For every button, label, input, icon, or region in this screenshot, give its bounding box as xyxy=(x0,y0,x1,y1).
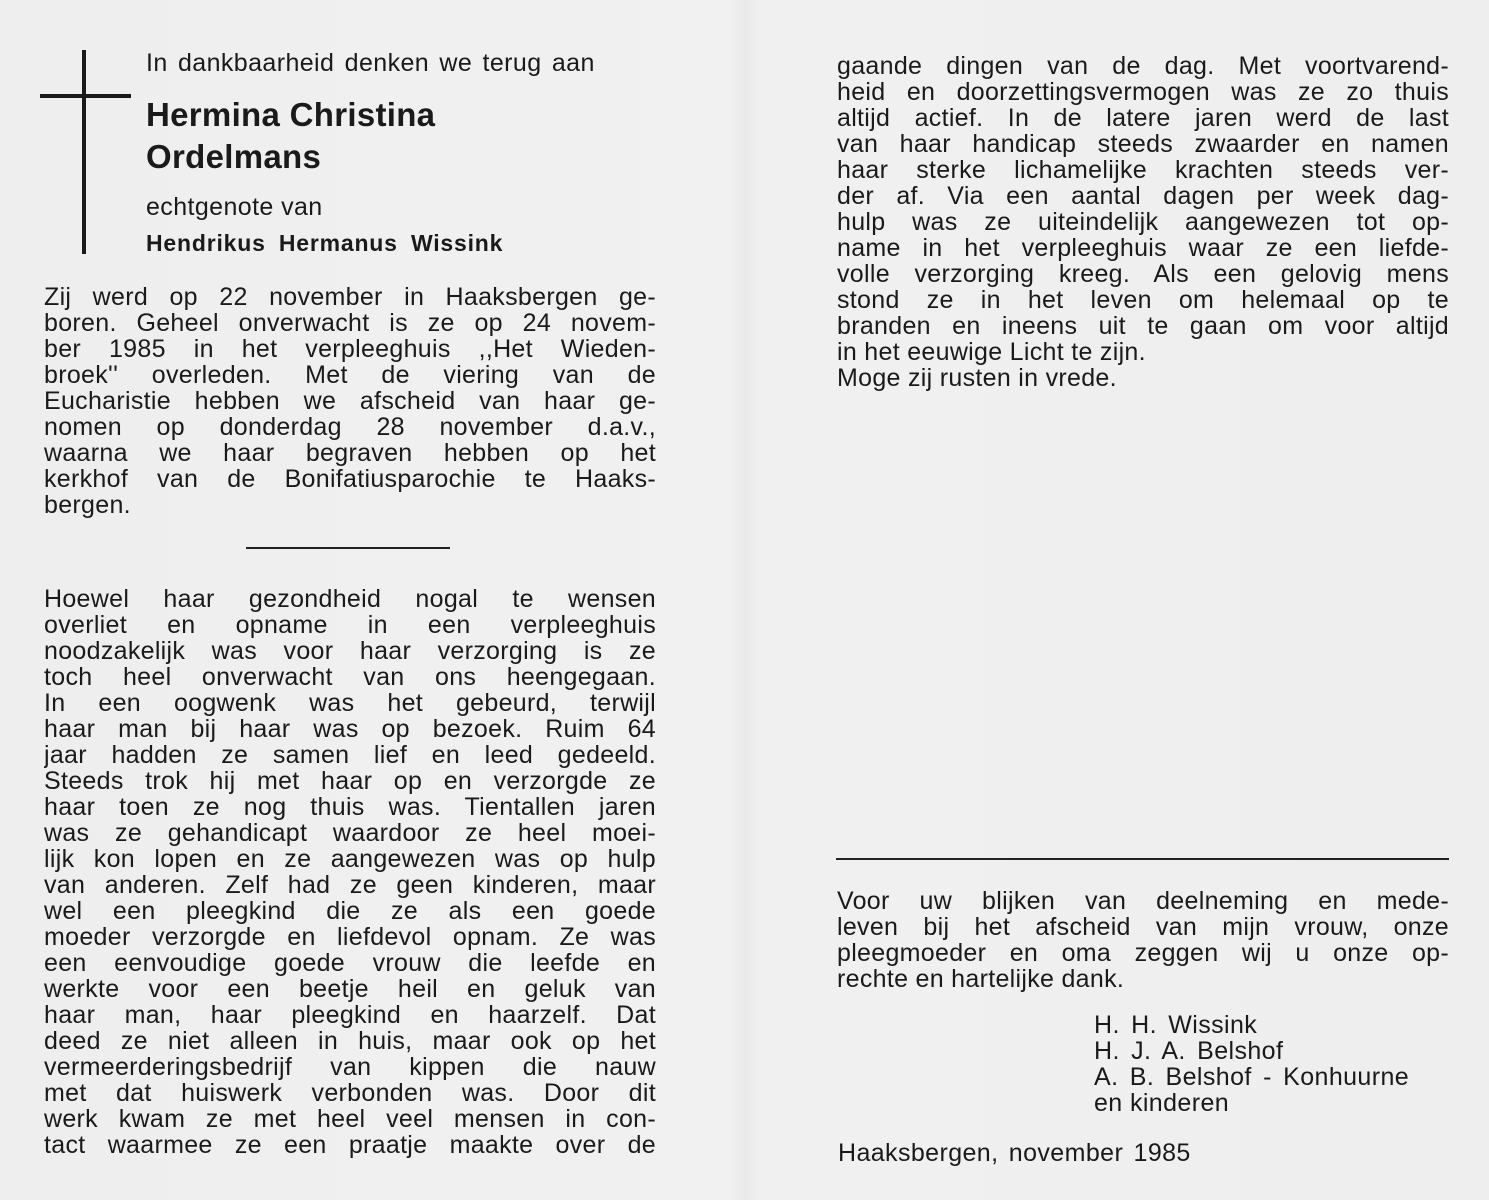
text-line: kerkhof van de Bonifatiusparochie te Haaks- xyxy=(44,466,656,492)
section-divider xyxy=(246,547,450,549)
text-line: van haar handicap steeds zwaarder en namen xyxy=(837,131,1449,157)
text-line: leven bij het afscheid van mijn vrouw, onze xyxy=(837,914,1449,940)
text-line: toch heel onverwacht van ons heengegaan. xyxy=(44,664,656,690)
text-line: der af. Via een aantal dagen per week dag- xyxy=(837,183,1449,209)
text-line: ber 1985 in het verpleeghuis ,,Het Wieden- xyxy=(44,336,656,362)
text-line: stond ze in het leven om helemaal op te xyxy=(837,287,1449,313)
text-line: haar man, haar pleegkind en haarzelf. Dat xyxy=(44,1002,656,1028)
intro-text: In dankbaarheid denken we terug aan xyxy=(146,49,595,77)
text-line: bergen. xyxy=(44,492,131,518)
text-line: werkte voor een beetje heil en geluk van xyxy=(44,976,656,1002)
text-line: Eucharistie hebben we afscheid van haar ge- xyxy=(44,388,656,414)
text-line: Hoewel haar gezondheid nogal te wensen xyxy=(44,586,656,612)
text-line: volle verzorging kreeg. Als een gelovig mens xyxy=(837,261,1449,287)
place-date: Haaksbergen, november 1985 xyxy=(838,1139,1191,1167)
text-line: van anderen. Zelf had ze geen kinderen, maar xyxy=(44,872,656,898)
signature-1: H. H. Wissink xyxy=(1094,1011,1258,1039)
text-line: branden en ineens uit te gaan om voor altijd xyxy=(837,313,1449,339)
text-line: heid en doorzettingsvermogen was ze zo thuis xyxy=(837,79,1449,105)
thanks-paragraph xyxy=(837,888,1449,992)
text-line: In een oogwenk was het gebeurd, terwijl xyxy=(44,690,656,716)
text-line: werk kwam ze met heel veel mensen in con- xyxy=(44,1106,656,1132)
text-line: met dat huiswerk verbonden was. Door dit xyxy=(44,1080,656,1106)
right-paragraph-1 xyxy=(837,53,1449,391)
text-line: boren. Geheel onverwacht is ze op 24 novem- xyxy=(44,310,656,336)
text-line: pleegmoeder en oma zeggen wij u onze op- xyxy=(837,940,1449,966)
signature-3: A. B. Belshof - Konhuurne xyxy=(1094,1063,1410,1091)
text-line: tact waarmee ze een praatje maakte over de xyxy=(44,1132,656,1158)
text-line: haar sterke lichamelijke krachten steeds ver- xyxy=(837,157,1449,183)
text-line: Voor uw blijken van deelneming en mede- xyxy=(837,888,1449,914)
deceased-name-line1: Hermina Christina xyxy=(146,96,436,133)
text-line: waarna we haar begraven hebben op het xyxy=(44,440,656,466)
text-line: een eenvoudige goede vrouw die leefde en xyxy=(44,950,656,976)
spouse-name: Hendrikus Hermanus Wissink xyxy=(146,230,504,256)
text-line: Moge zij rusten in vrede. xyxy=(837,365,1117,391)
spouse-label: echtgenote van xyxy=(146,193,323,221)
text-line: gaande dingen van de dag. Met voortvarend- xyxy=(837,53,1449,79)
text-line: lijk kon lopen en ze aangewezen was op hulp xyxy=(44,846,656,872)
text-line: was ze gehandicapt waardoor ze heel moei- xyxy=(44,820,656,846)
text-line: moeder verzorgde en liefdevol opnam. Ze was xyxy=(44,924,656,950)
text-line: vermeerderingsbedrijf van kippen die nauw xyxy=(44,1054,656,1080)
text-line: overliet en opname in een verpleeghuis xyxy=(44,612,656,638)
text-line: name in het verpleeghuis waar ze een liefde- xyxy=(837,235,1449,261)
signature-4: en kinderen xyxy=(1094,1089,1230,1117)
thanks-divider xyxy=(836,858,1449,860)
text-line: Steeds trok hij met haar op en verzorgde ze xyxy=(44,768,656,794)
text-line: haar man bij haar was op bezoek. Ruim 64 xyxy=(44,716,656,742)
text-line: rechte en hartelijke dank. xyxy=(837,966,1125,992)
text-line: broek'' overleden. Met de viering van de xyxy=(44,362,656,388)
text-line: jaar hadden ze samen lief en leed gedeeld. xyxy=(44,742,656,768)
deceased-name-line2: Ordelmans xyxy=(146,138,322,175)
text-line: hulp was ze uiteindelijk aangewezen tot op- xyxy=(837,209,1449,235)
text-line: Zij werd op 22 november in Haaksbergen ge- xyxy=(44,284,656,310)
text-line: wel een pleegkind die ze als een goede xyxy=(44,898,656,924)
text-line: in het eeuwige Licht te zijn. xyxy=(837,339,1146,365)
text-line: nomen op donderdag 28 november d.a.v., xyxy=(44,414,656,440)
text-line: altijd actief. In de latere jaren werd de last xyxy=(837,105,1449,131)
left-paragraph-1 xyxy=(44,284,656,518)
cross-icon-bar xyxy=(40,94,131,98)
text-line: haar toen ze nog thuis was. Tientallen jaren xyxy=(44,794,656,820)
text-line: noodzakelijk was voor haar verzorging is ze xyxy=(44,638,656,664)
cross-icon xyxy=(82,50,86,254)
signature-2: H. J. A. Belshof xyxy=(1094,1037,1284,1065)
text-line: deed ze niet alleen in huis, maar ook op het xyxy=(44,1028,656,1054)
left-paragraph-2 xyxy=(44,586,656,1158)
